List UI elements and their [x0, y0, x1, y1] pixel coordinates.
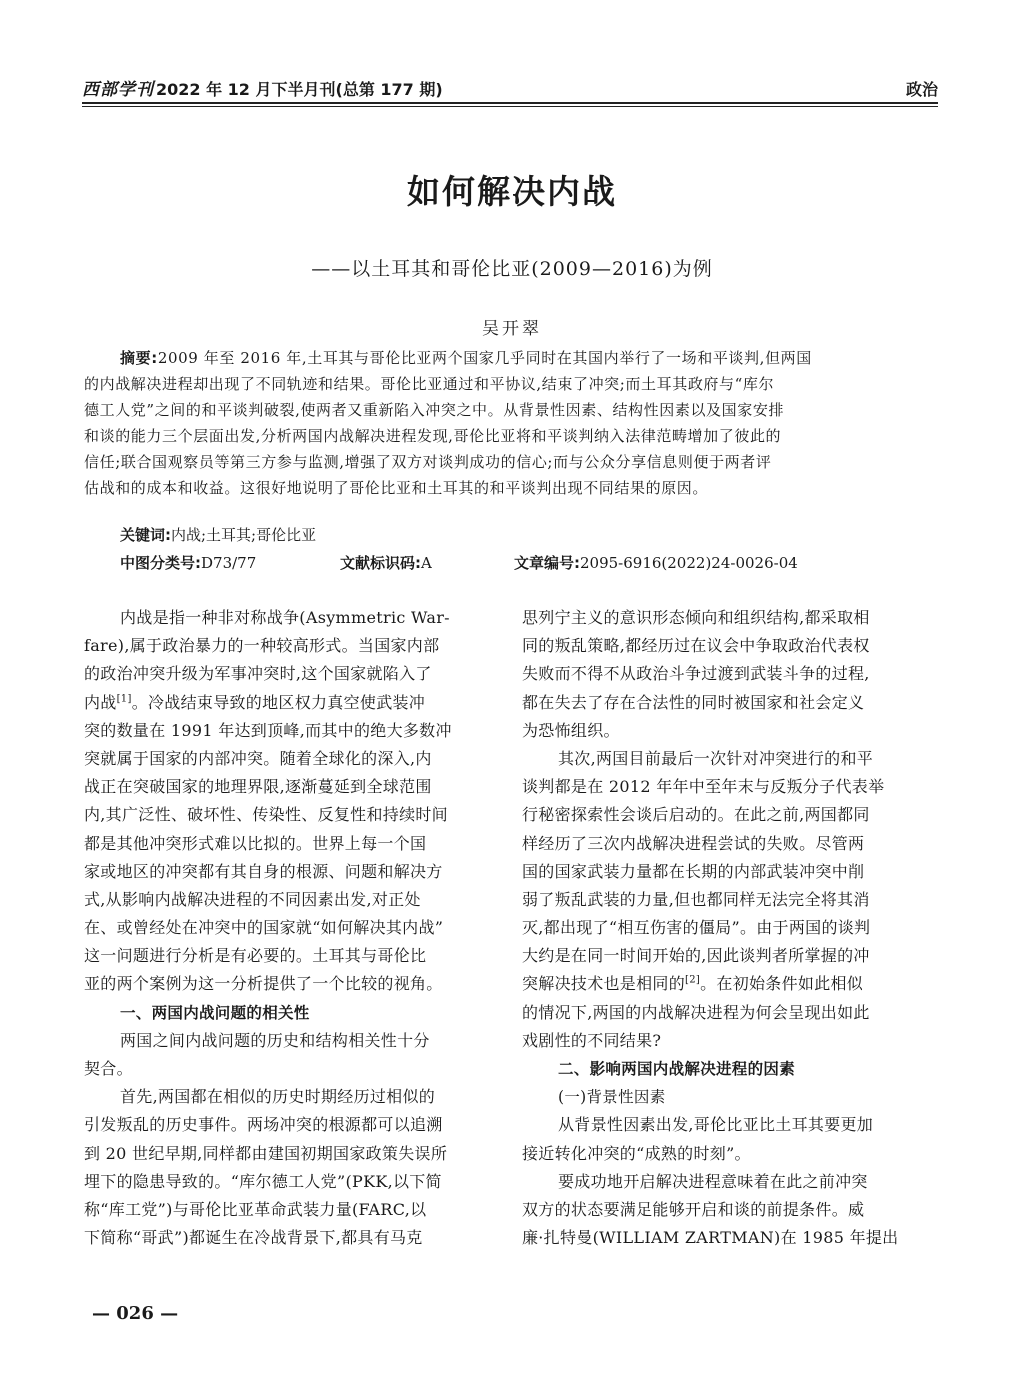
line-text: 样经历了三次内战解决进程尝试的失败。尽管两	[522, 833, 865, 853]
page-number: — 026 —	[92, 1303, 179, 1324]
header-rule-thick	[82, 102, 938, 104]
line-text: 内战是指一种非对称战争(Asymmetric War-	[120, 608, 450, 627]
subsection-heading	[522, 1083, 932, 1111]
body-line	[84, 1055, 494, 1083]
line-text: 首先,两国都在相似的历史时期经历过相似的	[120, 1087, 436, 1107]
body-line	[522, 1111, 932, 1139]
body-line	[84, 914, 494, 942]
citation-ref[interactable]: [1]	[116, 693, 132, 705]
line-text: fare),属于政治暴力的一种较高形式。当国家内部	[84, 636, 440, 656]
line-text: 大约是在同一时间开始的,因此谈判者所掌握的冲	[522, 946, 870, 966]
keywords-label: 关键词:	[120, 526, 171, 544]
article-number-label: 文章编号:	[514, 554, 580, 572]
line-text: 弱了叛乱武装的力量,但也都同样无法完全将其消	[522, 889, 870, 909]
body-line	[84, 1168, 494, 1196]
line-text: 灭,都出现了“相互伤害的僵局”。由于两国的谈判	[522, 918, 871, 938]
article-number-value: 2095-6916(2022)24-0026-04	[580, 554, 798, 572]
clc-value: D73/77	[201, 554, 257, 572]
body-line	[84, 604, 494, 632]
body-line	[522, 942, 932, 970]
line-text: 二、影响两国内战解决进程的因素	[558, 1060, 796, 1078]
line-text: 这一问题进行分析是有必要的。土耳其与哥伦比	[84, 946, 427, 966]
line-text-after-ref: 。在初始条件如此相似	[700, 974, 864, 994]
line-text: 一、两国内战问题的相关性	[120, 1003, 310, 1022]
line-text: 都是其他冲突形式难以比拟的。世界上每一个国	[84, 833, 427, 853]
line-text: 亚的两个案例为这一分析提供了一个比较的视角。	[84, 974, 443, 994]
line-text: 同的叛乱策略,都经历过在议会中争取政治代表权	[522, 636, 870, 656]
line-text: 接近转化冲突的“成熟的时刻”。	[522, 1143, 751, 1163]
line-text: 战正在突破国家的地理界限,逐渐蔓延到全球范围	[84, 777, 432, 797]
abstract-text: 2009 年至 2016 年,土耳其与哥伦比亚两个国家几乎同时在其国内举行了一场和平谈判,但两国	[157, 349, 812, 367]
journal-logo: 西部学刊	[82, 80, 154, 100]
header-rule-thin	[82, 106, 938, 107]
line-text: 内战	[84, 692, 117, 712]
body-line	[84, 632, 494, 660]
line-text: 埋下的隐患导致的。“库尔德工人党”(PKK,以下简	[84, 1171, 442, 1191]
header-left	[82, 75, 443, 100]
body-line	[84, 1140, 494, 1168]
body-column-right	[522, 604, 932, 1252]
line-text: 戏剧性的不同结果?	[522, 1030, 662, 1050]
body-line	[522, 773, 932, 801]
body-line	[84, 689, 494, 717]
doc-code-group	[340, 552, 432, 573]
line-text: 在、或曾经处在冲突中的国家就“如何解决其内战”	[84, 918, 444, 938]
abstract-label: 摘要:	[120, 349, 158, 367]
body-line	[522, 660, 932, 688]
body-line	[522, 970, 932, 998]
line-text: 双方的状态要满足能够开启和谈的前提条件。威	[522, 1199, 865, 1219]
abstract	[84, 345, 938, 501]
body-line	[522, 801, 932, 829]
body-line	[522, 1168, 932, 1196]
line-text: 突的数量在 1991 年达到顶峰,而其中的绝大多数冲	[84, 720, 452, 740]
abstract-line	[84, 449, 938, 475]
body-line	[522, 745, 932, 773]
body-line	[84, 1224, 494, 1252]
body-line	[522, 1224, 932, 1252]
line-text: 式,从影响内战解决进程的不同因素出发,对正处	[84, 889, 421, 909]
body-line	[522, 830, 932, 858]
body-line	[522, 886, 932, 914]
article-number-group	[514, 552, 798, 573]
body-line	[522, 999, 932, 1027]
body-line	[522, 858, 932, 886]
body-line	[522, 689, 932, 717]
body-line	[84, 886, 494, 914]
doc-code-label: 文献标识码:	[340, 554, 421, 572]
body-line	[522, 632, 932, 660]
line-text: 引发叛乱的历史事件。两场冲突的根源都可以追溯	[84, 1115, 443, 1135]
body-line	[84, 773, 494, 801]
line-text: 契合。	[84, 1059, 133, 1078]
body-line	[84, 660, 494, 688]
abstract-text: 估战和的成本和收益。这很好地说明了哥伦比亚和土耳其的和平谈判出现不同结果的原因。	[84, 479, 709, 497]
body-line	[84, 858, 494, 886]
body-line	[522, 1140, 932, 1168]
body-line	[84, 1027, 494, 1055]
line-text: 到 20 世纪早期,同样都由建国初期国家政策失误所	[84, 1143, 448, 1163]
line-text: 从背景性因素出发,哥伦比亚比土耳其要更加	[558, 1115, 874, 1135]
line-text: 廉·扎特曼(WILLIAM ZARTMAN)在 1985 年提出	[522, 1228, 899, 1248]
line-text: 两国之间内战问题的历史和结构相关性十分	[120, 1030, 430, 1050]
line-text: 国的国家武装力量都在长期的内部武装冲突中削	[522, 861, 865, 881]
body-line	[84, 1083, 494, 1111]
body-line	[522, 1196, 932, 1224]
abstract-line	[84, 345, 938, 371]
line-text: 的政治冲突升级为军事冲突时,这个国家就陷入了	[84, 664, 432, 684]
line-text: 突就属于国家的内部冲突。随着全球化的深入,内	[84, 748, 432, 768]
line-text: 下简称“哥武”)都诞生在冷战背景下,都具有马克	[84, 1228, 423, 1248]
article-subtitle: ——以土耳其和哥伦比亚(2009—2016)为例	[311, 258, 713, 280]
body-line	[522, 1027, 932, 1055]
citation-ref[interactable]: [2]	[685, 975, 701, 987]
abstract-text: 信任;联合国观察员等第三方参与监测,增强了双方对谈判成功的信心;而与公众分享信息则便于两者评	[84, 453, 772, 471]
clc-group	[120, 552, 256, 573]
body-line	[84, 717, 494, 745]
line-text: 其次,两国目前最后一次针对冲突进行的和平	[558, 748, 874, 768]
running-header	[82, 72, 938, 100]
line-text-after-ref: 。冷战结束导致的地区权力真空使武装冲	[131, 692, 426, 712]
article-author: 吴开翠	[482, 319, 542, 339]
abstract-text: 和谈的能力三个层面出发,分析两国内战解决进程发现,哥伦比亚将和平谈判纳入法律范畴增加了彼此的	[84, 427, 782, 445]
body-line	[522, 604, 932, 632]
line-text: 行秘密探索性会谈后启动的。在此之前,两国都同	[522, 805, 870, 825]
body-line	[522, 717, 932, 745]
line-text: (一)背景性因素	[558, 1088, 666, 1107]
doc-code-value: A	[421, 554, 432, 572]
body-line	[84, 745, 494, 773]
section-heading	[84, 999, 494, 1027]
keywords-value: 内战;土耳其;哥伦比亚	[171, 526, 317, 544]
line-text: 思列宁主义的意识形态倾向和组织结构,都采取相	[522, 608, 870, 627]
line-text: 的情况下,两国的内战解决进程为何会呈现出如此	[522, 1002, 870, 1022]
clc-label: 中图分类号:	[120, 554, 201, 572]
keywords	[120, 524, 316, 545]
line-text: 要成功地开启解决进程意味着在此之前冲突	[558, 1171, 868, 1191]
body-line	[84, 1111, 494, 1139]
body-line	[84, 830, 494, 858]
body-column-left	[84, 604, 494, 1252]
section-label: 政治	[905, 80, 938, 99]
abstract-line	[84, 397, 938, 423]
line-text: 都在失去了存在合法性的同时被国家和社会定义	[522, 692, 865, 712]
abstract-line	[84, 423, 938, 449]
body-line	[84, 1196, 494, 1224]
body-line	[84, 970, 494, 998]
line-text: 称“库工党”)与哥伦比亚革命武装力量(FARC,以	[84, 1199, 427, 1219]
issue-info: 2022 年 12 月下半月刊(总第 177 期)	[156, 80, 443, 99]
article-title: 如何解决内战	[407, 172, 617, 211]
line-text: 谈判都是在 2012 年年中至年末与反叛分子代表举	[522, 777, 885, 797]
body-line	[522, 914, 932, 942]
abstract-text: 德工人党”之间的和平谈判破裂,使两者又重新陷入冲突之中。从背景性因素、结构性因素以及国家安排	[84, 401, 785, 419]
line-text: 为恐怖组织。	[522, 720, 620, 740]
abstract-text: 的内战解决进程却出现了不同轨迹和结果。哥伦比亚通过和平协议,结束了冲突;而土耳其政府与“库尔	[84, 375, 775, 393]
body-line	[84, 942, 494, 970]
abstract-line	[84, 475, 938, 501]
line-text: 失败而不得不从政治斗争过渡到武装斗争的过程,	[522, 664, 870, 684]
line-text: 内,其广泛性、破坏性、传染性、反复性和持续时间	[84, 805, 448, 825]
section-heading	[522, 1055, 932, 1083]
body-line	[84, 801, 494, 829]
abstract-line	[84, 371, 938, 397]
line-text: 突解决技术也是相同的	[522, 974, 686, 994]
line-text: 家或地区的冲突都有其自身的根源、问题和解决方	[84, 861, 443, 881]
